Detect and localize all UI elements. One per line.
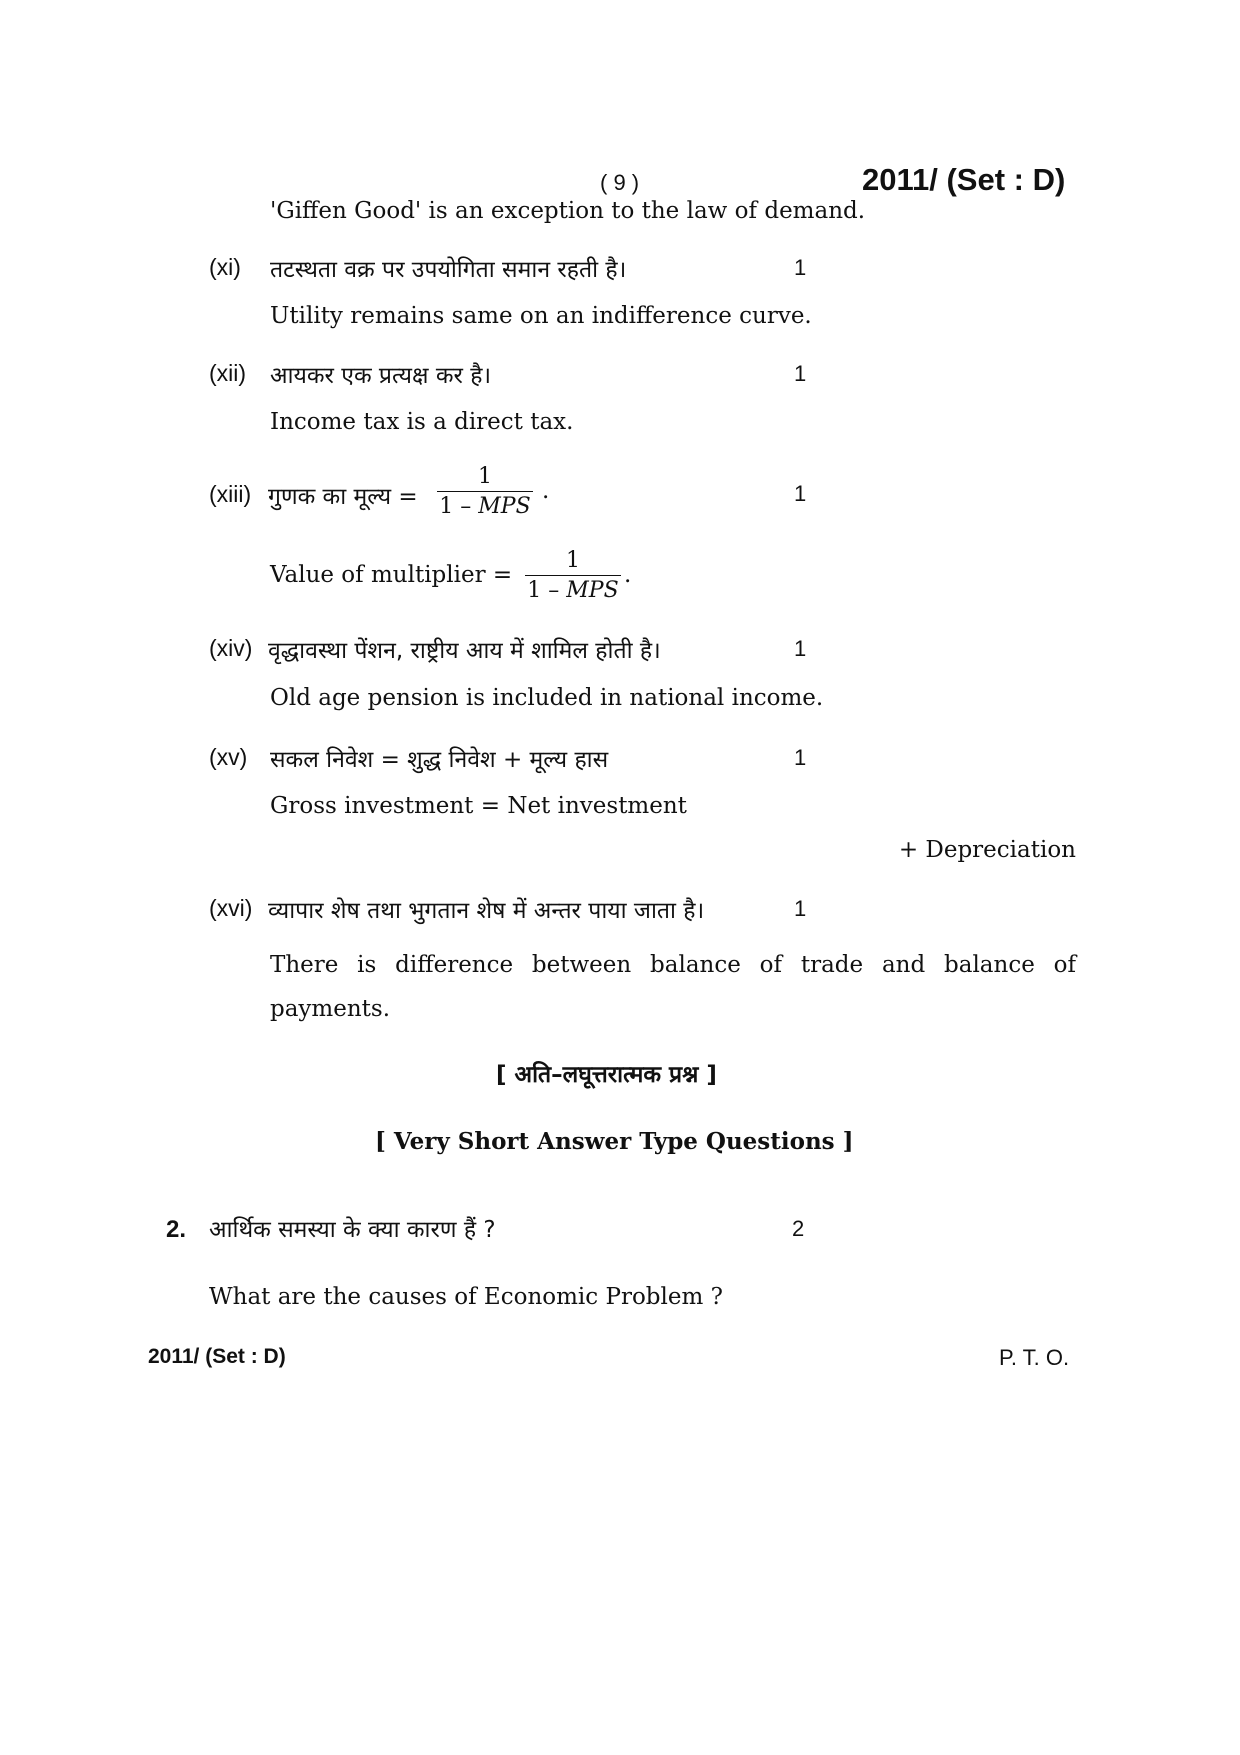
item-hindi: आयकर एक प्रत्यक्ष कर है।: [270, 363, 492, 389]
continuation-english: 'Giffen Good' is an exception to the law of demand.: [270, 198, 866, 224]
item-number: (xii): [209, 360, 247, 386]
hindi-formula-period: .: [542, 478, 550, 504]
page-number: ( 9 ): [600, 170, 640, 195]
item-mark: 1: [794, 745, 807, 770]
fraction-numerator: 1: [478, 464, 492, 489]
section-title-english: [ Very Short Answer Type Questions ]: [375, 1128, 854, 1155]
item-mark: 1: [794, 896, 807, 921]
item-english: Utility remains same on an indifference curve.: [270, 303, 812, 329]
multiplier-fraction-hindi: [437, 463, 533, 522]
item-hindi: व्यापार शेष तथा भुगतान शेष में अन्तर पाया जाता है।: [268, 898, 705, 924]
item-mark: 1: [794, 361, 807, 386]
item-english: Value of multiplier =: [270, 562, 513, 588]
item-english: There is difference between balance of trade and balance of payments.: [270, 952, 1076, 1022]
item-hindi: वृद्धावस्था पेंशन, राष्ट्रीय आय में शामिल होती है।: [268, 638, 661, 664]
item-hindi: तटस्थता वक्र पर उपयोगिता समान रहती है।: [270, 257, 627, 283]
item-mark: 1: [794, 636, 807, 661]
fraction-denominator: 1 – MPS: [439, 494, 531, 519]
item-number: (xi): [209, 254, 241, 280]
item-mark: 1: [794, 255, 807, 280]
footer-pto: P. T. O.: [999, 1345, 1070, 1370]
item-number: (xvi): [209, 895, 253, 921]
multiplier-fraction-english: [525, 547, 621, 606]
item-english: Income tax is a direct tax.: [270, 409, 574, 435]
item-mark: 1: [794, 481, 807, 506]
item-hindi: सकल निवेश = शुद्ध निवेश + मूल्य हास: [270, 747, 609, 773]
item-english: Gross investment = Net investment: [270, 793, 687, 819]
header-set-code: 2011/ (Set : D): [862, 162, 1066, 197]
english-formula-period: .: [624, 562, 632, 588]
section-title-hindi: [ अति–लघूत्तरात्मक प्रश्न ]: [496, 1062, 717, 1088]
item-number: (xiii): [209, 481, 252, 507]
item-hindi: गुणक का मूल्य =: [268, 484, 418, 510]
item-number: (xv): [209, 744, 248, 770]
fraction-denominator: 1 – MPS: [527, 578, 619, 603]
footer-set-code: 2011/ (Set : D): [148, 1345, 286, 1368]
question-english: What are the causes of Economic Problem ?: [209, 1284, 723, 1310]
question-mark: 2: [792, 1216, 805, 1241]
item-english: Old age pension is included in national income.: [270, 685, 824, 711]
fraction-numerator: 1: [566, 548, 580, 573]
item-english-continued: + Depreciation: [898, 837, 1076, 863]
item-number: (xiv): [209, 635, 253, 661]
question-number: 2.: [166, 1216, 187, 1243]
question-hindi: आर्थिक समस्या के क्या कारण हैं ?: [209, 1217, 496, 1243]
